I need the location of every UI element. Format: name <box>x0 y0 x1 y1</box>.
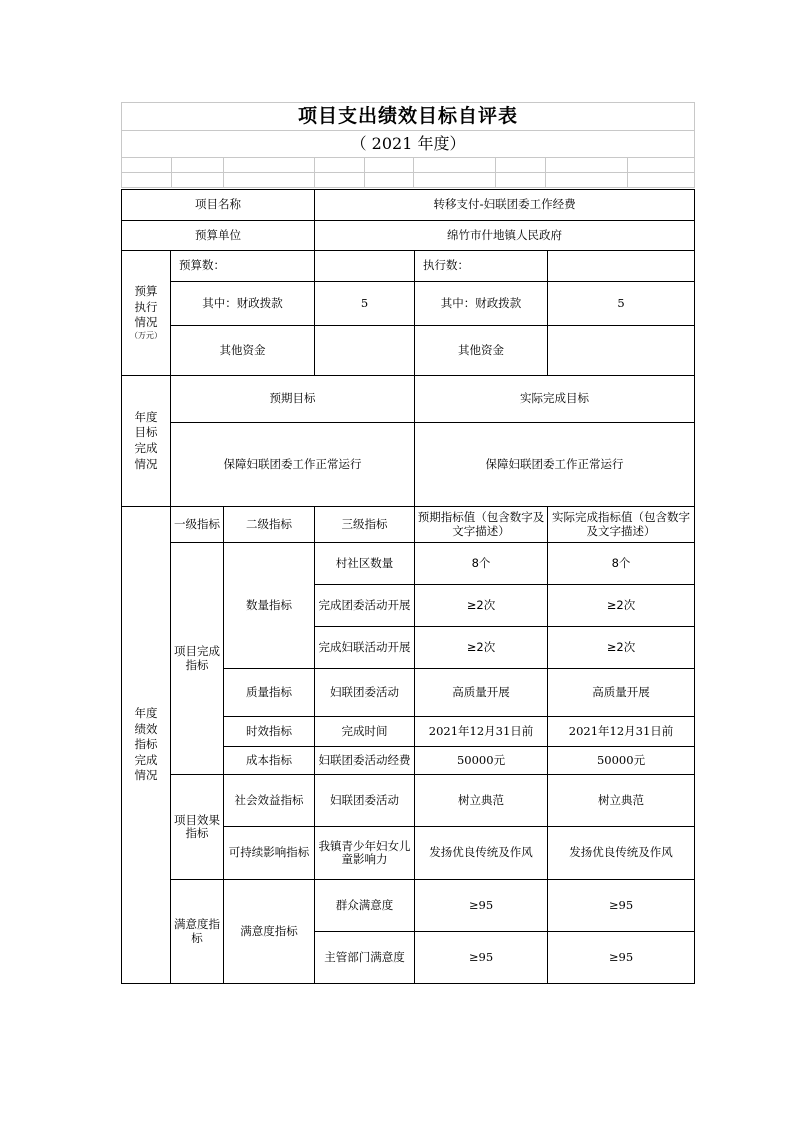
level2-cost: 成本指标 <box>224 747 315 775</box>
table-row-l3: 完成团委活动开展 <box>315 585 415 627</box>
table-row-expected: 树立典范 <box>415 775 548 827</box>
table-row-l3: 完成妇联活动开展 <box>315 627 415 669</box>
project-name-label: 项目名称 <box>122 190 315 221</box>
fiscal-exec-value: 5 <box>548 282 695 326</box>
table-row-l3: 村社区数量 <box>315 543 415 585</box>
table-row-expected: 高质量开展 <box>415 669 548 717</box>
table-row-l3: 妇联团委活动 <box>315 775 415 827</box>
other-funds-exec-label: 其他资金 <box>415 326 548 376</box>
table-row-expected: 发扬优良传统及作风 <box>415 827 548 880</box>
page-title: 项目支出绩效目标自评表 <box>122 103 695 131</box>
table-row-actual: ≥95 <box>548 880 695 932</box>
level1-satisfaction: 满意度指标 <box>171 880 224 984</box>
table-row-expected: 2021年12月31日前 <box>415 717 548 747</box>
exec-amount-value <box>548 251 695 282</box>
year-label: （ 2021 年度） <box>122 131 695 158</box>
other-funds-exec <box>548 326 695 376</box>
table-row-l3: 群众满意度 <box>315 880 415 932</box>
table-row-actual: 2021年12月31日前 <box>548 717 695 747</box>
table-row-l3: 妇联团委活动经费 <box>315 747 415 775</box>
table-row-expected: ≥2次 <box>415 627 548 669</box>
table-row-expected: ≥2次 <box>415 585 548 627</box>
budget-unit-label: 预算单位 <box>122 221 315 251</box>
other-funds-label: 其他资金 <box>171 326 315 376</box>
fiscal-budget-value: 5 <box>315 282 415 326</box>
indicators-section-label: 年度 绩效 指标 完成 情况 <box>122 507 171 984</box>
table-row-l3: 妇联团委活动 <box>315 669 415 717</box>
header-actual: 实际完成指标值（包含数字及文字描述） <box>548 507 695 543</box>
level2-satisfaction: 满意度指标 <box>224 880 315 984</box>
budget-amount-value <box>315 251 415 282</box>
fiscal-exec-label: 其中：财政拨款 <box>415 282 548 326</box>
table-row-actual: 发扬优良传统及作风 <box>548 827 695 880</box>
table-row-actual: 树立典范 <box>548 775 695 827</box>
actual-goal-label: 实际完成目标 <box>415 376 695 423</box>
header-level2: 二级指标 <box>224 507 315 543</box>
table-row-actual: ≥95 <box>548 932 695 984</box>
expected-goal-value: 保障妇联团委工作正常运行 <box>171 423 415 507</box>
level2-timeliness: 时效指标 <box>224 717 315 747</box>
level2-quantity: 数量指标 <box>224 543 315 669</box>
actual-goal-value: 保障妇联团委工作正常运行 <box>415 423 695 507</box>
table-row-actual: 50000元 <box>548 747 695 775</box>
table-row-actual: 8个 <box>548 543 695 585</box>
budget-amount-label: 预算数： <box>171 251 315 282</box>
level1-completion: 项目完成指标 <box>171 543 224 775</box>
evaluation-table <box>121 189 695 984</box>
expected-goal-label: 预期目标 <box>171 376 415 423</box>
table-row-actual: 高质量开展 <box>548 669 695 717</box>
project-name-value: 转移支付-妇联团委工作经费 <box>315 190 695 221</box>
annual-goal-section-label: 年度 目标 完成 情况 <box>122 376 171 507</box>
budget-section-label: 预算 执行 情况 （万元） <box>122 251 171 376</box>
table-row-l3: 我镇青少年妇女儿童影响力 <box>315 827 415 880</box>
fiscal-budget-label: 其中：财政拨款 <box>171 282 315 326</box>
table-row-expected: 50000元 <box>415 747 548 775</box>
level2-quality: 质量指标 <box>224 669 315 717</box>
exec-amount-label: 执行数： <box>415 251 548 282</box>
level2-social-benefit: 社会效益指标 <box>224 775 315 827</box>
table-row-expected: ≥95 <box>415 932 548 984</box>
header-level1: 一级指标 <box>171 507 224 543</box>
budget-unit-value: 绵竹市什地镇人民政府 <box>315 221 695 251</box>
table-row-actual: ≥2次 <box>548 585 695 627</box>
level2-sustainable: 可持续影响指标 <box>224 827 315 880</box>
sheet-header <box>121 102 695 188</box>
table-row-expected: ≥95 <box>415 880 548 932</box>
header-level3: 三级指标 <box>315 507 415 543</box>
table-row-l3: 主管部门满意度 <box>315 932 415 984</box>
table-row-l3: 完成时间 <box>315 717 415 747</box>
header-expected: 预期指标值（包含数字及文字描述） <box>415 507 548 543</box>
table-row-actual: ≥2次 <box>548 627 695 669</box>
other-funds-budget <box>315 326 415 376</box>
level1-effect: 项目效果指标 <box>171 775 224 880</box>
table-row-expected: 8个 <box>415 543 548 585</box>
